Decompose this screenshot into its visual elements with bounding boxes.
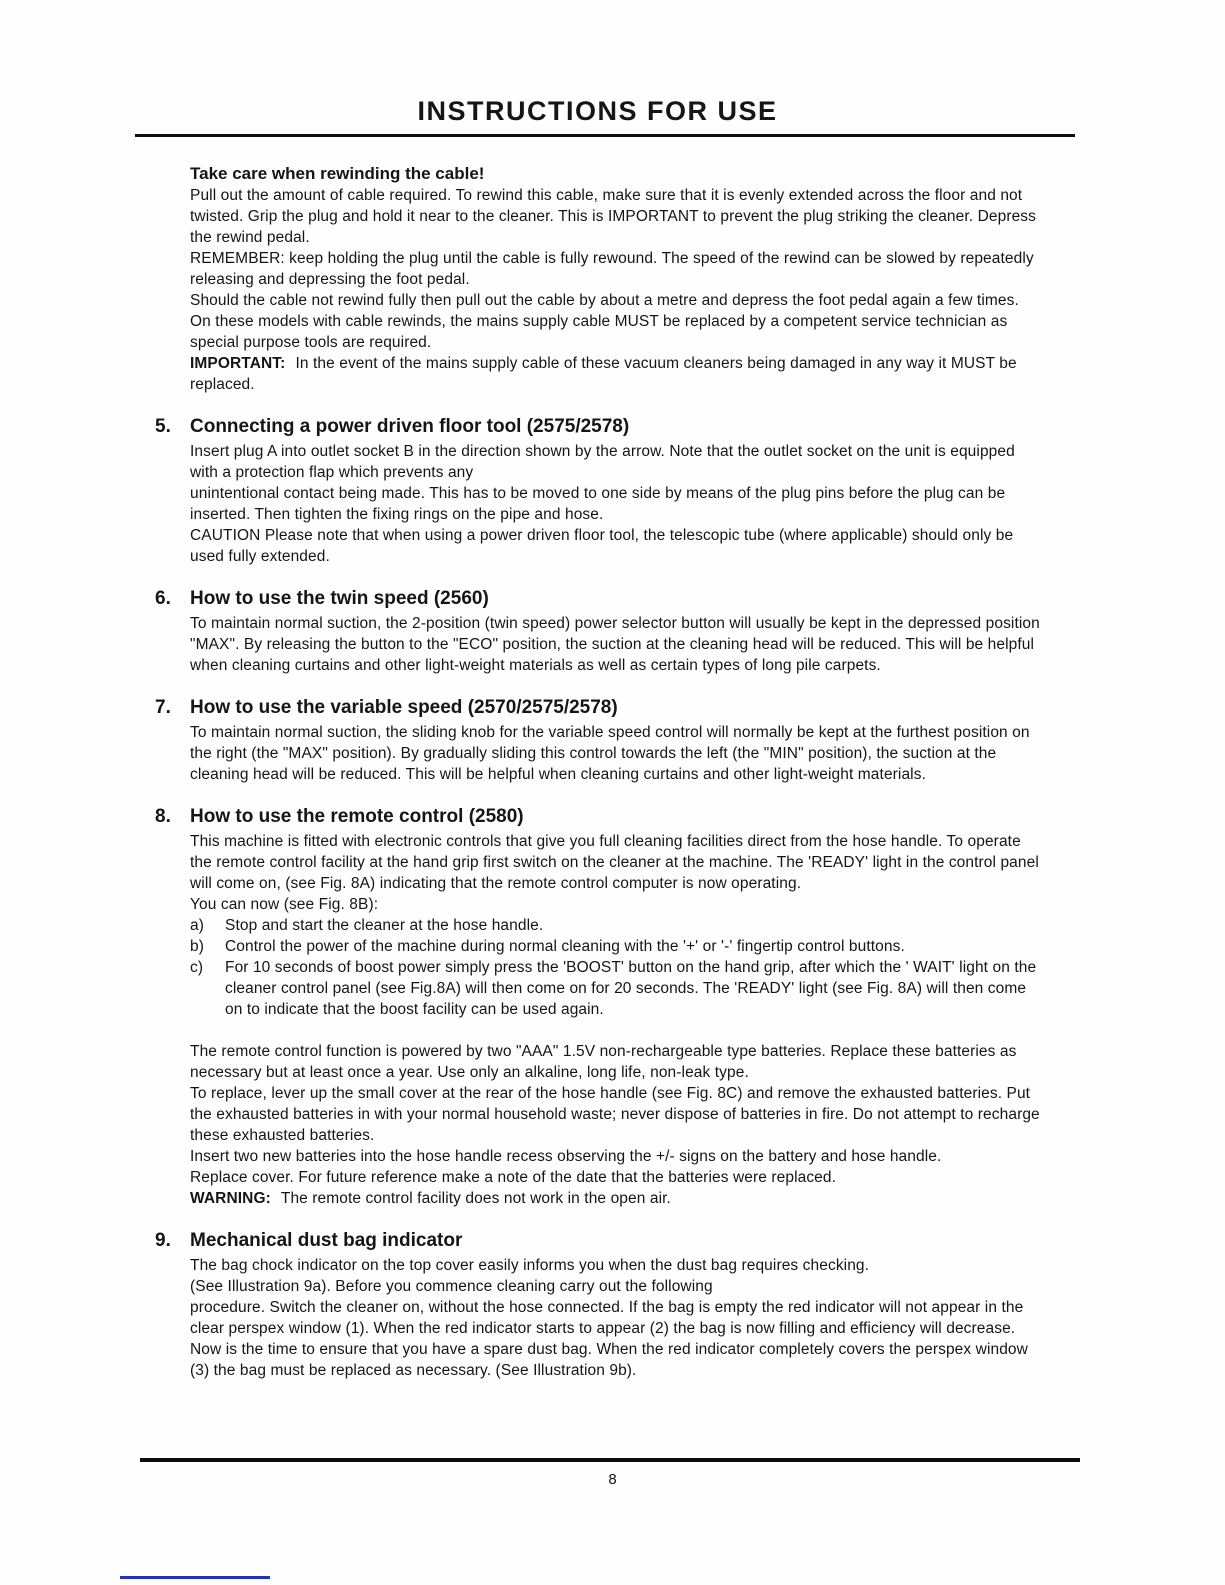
paragraph: Insert plug A into outlet socket B in the direction shown by the arrow. Note that the outlet socket on the unit is equipped with a protection flap which prevents any <box>190 443 1015 481</box>
list-item-b <box>190 936 1040 957</box>
section-title: Mechanical dust bag indicator <box>190 1230 463 1251</box>
page-number: 8 <box>608 1471 617 1488</box>
footer-rule <box>140 1458 1080 1462</box>
paragraph <box>190 353 1040 395</box>
section-heading <box>155 1230 1040 1252</box>
paragraph: This machine is fitted with electronic controls that give you full cleaning facilities direct from the hose handle. To operate the remote control facility at the hand grip first switch on the cleaner at the machine. The 'READY' light in the control panel will come on, (see Fig. 8A) indicating that the remote control computer is now operating. <box>190 833 1039 892</box>
section-number: 7. <box>155 697 171 718</box>
section-6-twin-speed <box>155 588 1040 676</box>
list-item-label: b) <box>190 938 204 955</box>
section-heading <box>155 697 1040 719</box>
list-item-text: Control the power of the machine during normal cleaning with the '+' or '-' fingertip control buttons. <box>225 938 905 955</box>
section-title: How to use the remote control (2580) <box>190 806 524 827</box>
section-8-remote-control <box>155 806 1040 1209</box>
section-heading <box>155 588 1040 610</box>
section-rewind-cable <box>190 164 1040 395</box>
list-item-label: a) <box>190 917 204 934</box>
list-item-label: c) <box>190 959 204 976</box>
paragraph: The remote control function is powered by two "AAA" 1.5V non-rechargeable type batteries. Replace these batteries as necessary but at least once a year. Use only an alkaline, long life, non-leak type. <box>190 1043 1017 1081</box>
list-item-c <box>190 957 1040 1020</box>
section-number: 8. <box>155 806 171 827</box>
list-item-text: For 10 seconds of boost power simply press the 'BOOST' button on the hand grip, after which the ' WAIT' light on the cleaner control panel (see Fig.8A) will then come on for 20 seconds. The 'READY' light (see Fig. 8A) will then come on to indicate that the boost facility can be used again. <box>225 959 1037 1018</box>
page-title: INSTRUCTIONS FOR USE <box>417 96 778 126</box>
section-heading <box>155 806 1040 828</box>
section-number: 9. <box>155 1230 171 1251</box>
paragraph-text: In the event of the mains supply cable of these vacuum cleaners being damaged in any way it MUST be replaced. <box>190 355 1017 393</box>
section-7-variable-speed <box>155 697 1040 785</box>
paragraph: On these models with cable rewinds, the mains supply cable MUST be replaced by a competent service technician as special purpose tools are required. <box>190 313 1008 351</box>
section-9-dust-bag-indicator <box>155 1230 1040 1381</box>
paragraph: Replace cover. For future reference make a note of the date that the batteries were replaced. <box>190 1169 837 1186</box>
paragraph: unintentional contact being made. This has to be moved to one side by means of the plug pins before the plug can be inserted. Then tighten the fixing rings on the pipe and hose. <box>190 485 1006 523</box>
title-rule <box>135 134 1075 137</box>
paragraph-text: The remote control facility does not work in the open air. <box>280 1190 671 1207</box>
paragraph: CAUTION Please note that when using a power driven floor tool, the telescopic tube (where applicable) should only be used fully extended. <box>190 527 1014 565</box>
paragraph: To maintain normal suction, the sliding knob for the variable speed control will normally be kept at the furthest position on the right (the "MAX" position). By gradually sliding this control towards the left (the "MIN" position), the suction at the cleaning head will be reduced. This will be helpful when cleaning curtains and other light-weight materials. <box>190 724 1030 783</box>
paragraph: Insert two new batteries into the hose handle recess observing the +/- signs on the battery and hose handle. <box>190 1148 942 1165</box>
paragraph: You can now (see Fig. 8B): <box>190 896 379 913</box>
paragraph: procedure. Switch the cleaner on, without the hose connected. If the bag is empty the red indicator will not appear in the clear perspex window (1). When the red indicator starts to appear (2) the bag is now filling and efficiency will decrease. Now is the time to ensure that you have a spare dust bag. When the red indicator completely covers the perspex window (3) the bag must be replaced as necessary. (See Illustration 9b). <box>190 1299 1028 1379</box>
paragraph: The bag chock indicator on the top cover easily informs you when the dust bag requires checking. <box>190 1257 870 1274</box>
section-title: How to use the variable speed (2570/2575/2578) <box>190 697 618 718</box>
section-number: 6. <box>155 588 171 609</box>
section-title: How to use the twin speed (2560) <box>190 588 489 609</box>
list-item-a <box>190 915 1040 936</box>
section-5-power-driven-floor-tool <box>155 416 1040 567</box>
paragraph: REMEMBER: keep holding the plug until the cable is fully rewound. The speed of the rewind can be slowed by repeatedly releasing and depressing the foot pedal. <box>190 250 1034 288</box>
section-title: Connecting a power driven floor tool (2575/2578) <box>190 416 630 437</box>
paragraph: Should the cable not rewind fully then pull out the cable by about a metre and depress the foot pedal again a few times. <box>190 292 1019 309</box>
paragraph: To maintain normal suction, the 2-position (twin speed) power selector button will usually be kept in the depressed position "MAX". By releasing the button to the "ECO" position, the suction at the cleaning head will be reduced. This will be helpful when cleaning curtains and other light-weight materials as well as certain types of long pile carpets. <box>190 615 1040 674</box>
paragraph: Pull out the amount of cable required. To rewind this cable, make sure that it is evenly extended across the floor and not twisted. Grip the plug and hold it near to the cleaner. This is IMPORTANT to prevent the plug striking the cleaner. Depress the rewind pedal. <box>190 187 1036 246</box>
paragraph: To replace, lever up the small cover at the rear of the hose handle (see Fig. 8C) and remove the exhausted batteries. Put the exhausted batteries in with your normal household waste; never dispose of batteries in fire. Do not attempt to recharge these exhausted batteries. <box>190 1085 1040 1144</box>
warning-label: WARNING: <box>190 1190 271 1207</box>
paragraph: (See Illustration 9a). Before you commence cleaning carry out the following <box>190 1278 713 1295</box>
section-heading: Take care when rewinding the cable! <box>190 164 485 183</box>
paragraph <box>190 1188 1040 1209</box>
section-heading <box>155 416 1040 438</box>
list-item-text: Stop and start the cleaner at the hose handle. <box>225 917 544 934</box>
scan-artifact-blue-line <box>120 1576 270 1579</box>
section-number: 5. <box>155 416 171 437</box>
important-label: IMPORTANT: <box>190 355 286 372</box>
